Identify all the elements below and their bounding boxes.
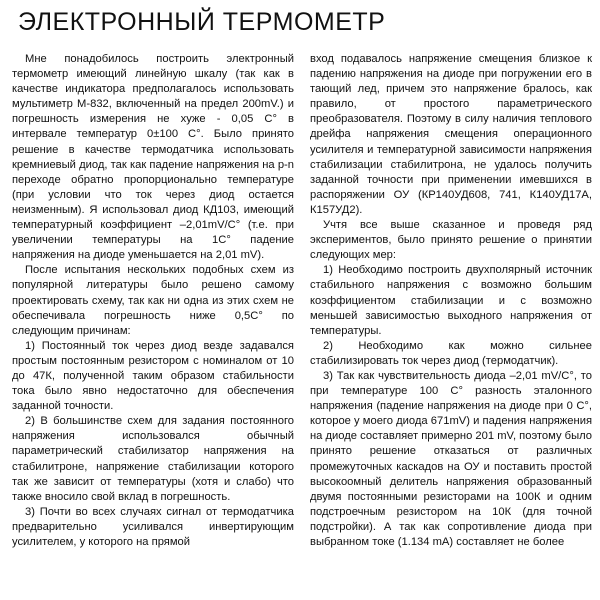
paragraph-intro: Мне понадобилось построить электронный термометр имеющий линейную шкалу (так как в качестве индикатора предполагалось использовать мультиметр М-832, включенный на предел 200mV.) и погрешность измерения не хуже - 0,05 C° в интервале температур 0±100 C°. Было принято решение в качестве термодатчика использовать кремниевый диод, так как падение напряжения на p-n переходе обратно пропорционально температуре (при условии что ток через диод остается неизменным). Я использовал диод КД103, имеющий температурный коэффициент –2,01mV/C° (т.е. при увеличении температуры на 1C° падение напряжения на диоде уменьшается на 2,01 mV).	[12, 53, 294, 262]
paragraph-measure-2: 2) Необходимо как можно сильнее стабилизировать ток через диод (термодатчик).	[310, 339, 592, 367]
paragraph-reason-2: 2) В большинстве схем для задания постоянного напряжения использовался обычный параметрический стабилизатор напряжения на стабилитроне, напряжение стабилизации которого так же зависит от температуры (хотя и слабо) что также вносило свой вклад в погрешность.	[12, 415, 294, 503]
paragraph-measure-3: 3) Так как чувствительность диода –2,01 mV/C°, то при температуре 100 C° разность эталонного напряжения (падение напряжения на диоде при 0 C°, которое у моего диода 671mV) и падения напряжения на диоде составляет примерно 201 mV, поэтому было принято решение отказаться от различных промежуточных каскадов на ОУ и поставить простой высокоомный делитель напряжения образованный двумя постоянными резисторами на 100К и одним подстроечным резистором на 10К (для точной подстройки). А так как сопротивление диода при выбранном токе (1.134 mA) составляет не более	[310, 369, 592, 548]
paragraph-measure-1: 1) Необходимо построить двухполярный источник стабильного напряжения с возможно большим коэффициентом стабилизации и с возможно меньшей зависимостью выходного напряжения от температуры.	[310, 264, 592, 337]
article-title: ЭЛЕКТРОННЫЙ ТЕРМОМЕТР	[18, 8, 386, 36]
paragraph-tests: После испытания нескольких подобных схем из популярной литературы было решено самому проектировать схему, так как ни одна из этих схем не обеспечивала погрешность ниже 0,5C° по следующим причинам:	[12, 264, 294, 337]
paragraph-reason-3: 3) Почти во всех случаях сигнал от термодатчика предварительно усиливался инвертирующим усилителем, у которого на прямой	[12, 505, 294, 548]
right-column	[310, 52, 592, 550]
paragraph-measures: Учтя все выше сказанное и проведя ряд экспериментов, было принято решение о принятии следующих мер:	[310, 219, 592, 262]
left-column	[12, 52, 294, 550]
paragraph-reason-1: 1) Постоянный ток через диод везде задавался простым постоянным резистором с номиналом от 10 до 47К, полученной таким образом стабильности тока было явно недостаточно для обеспечения заданной точности.	[12, 339, 294, 413]
article-columns	[12, 52, 592, 550]
paragraph-reason-3-continued: вход подавалось напряжение смещения близкое к падению напряжения на диоде при погружении его в тающий лед, причем это напряжение бралось, как правило, от простого параметрического преобразователя. Поэтому в силу наличия теплового дрейфа напряжения смещения операционного усилителя и температурной зависимости напряжения стабилизации стабилитрона, не удалось получить заданной точности при применении имевшихся в распоряжении ОУ (КР140УД608, 741, К140УД17А, К157УД2).	[310, 53, 592, 216]
